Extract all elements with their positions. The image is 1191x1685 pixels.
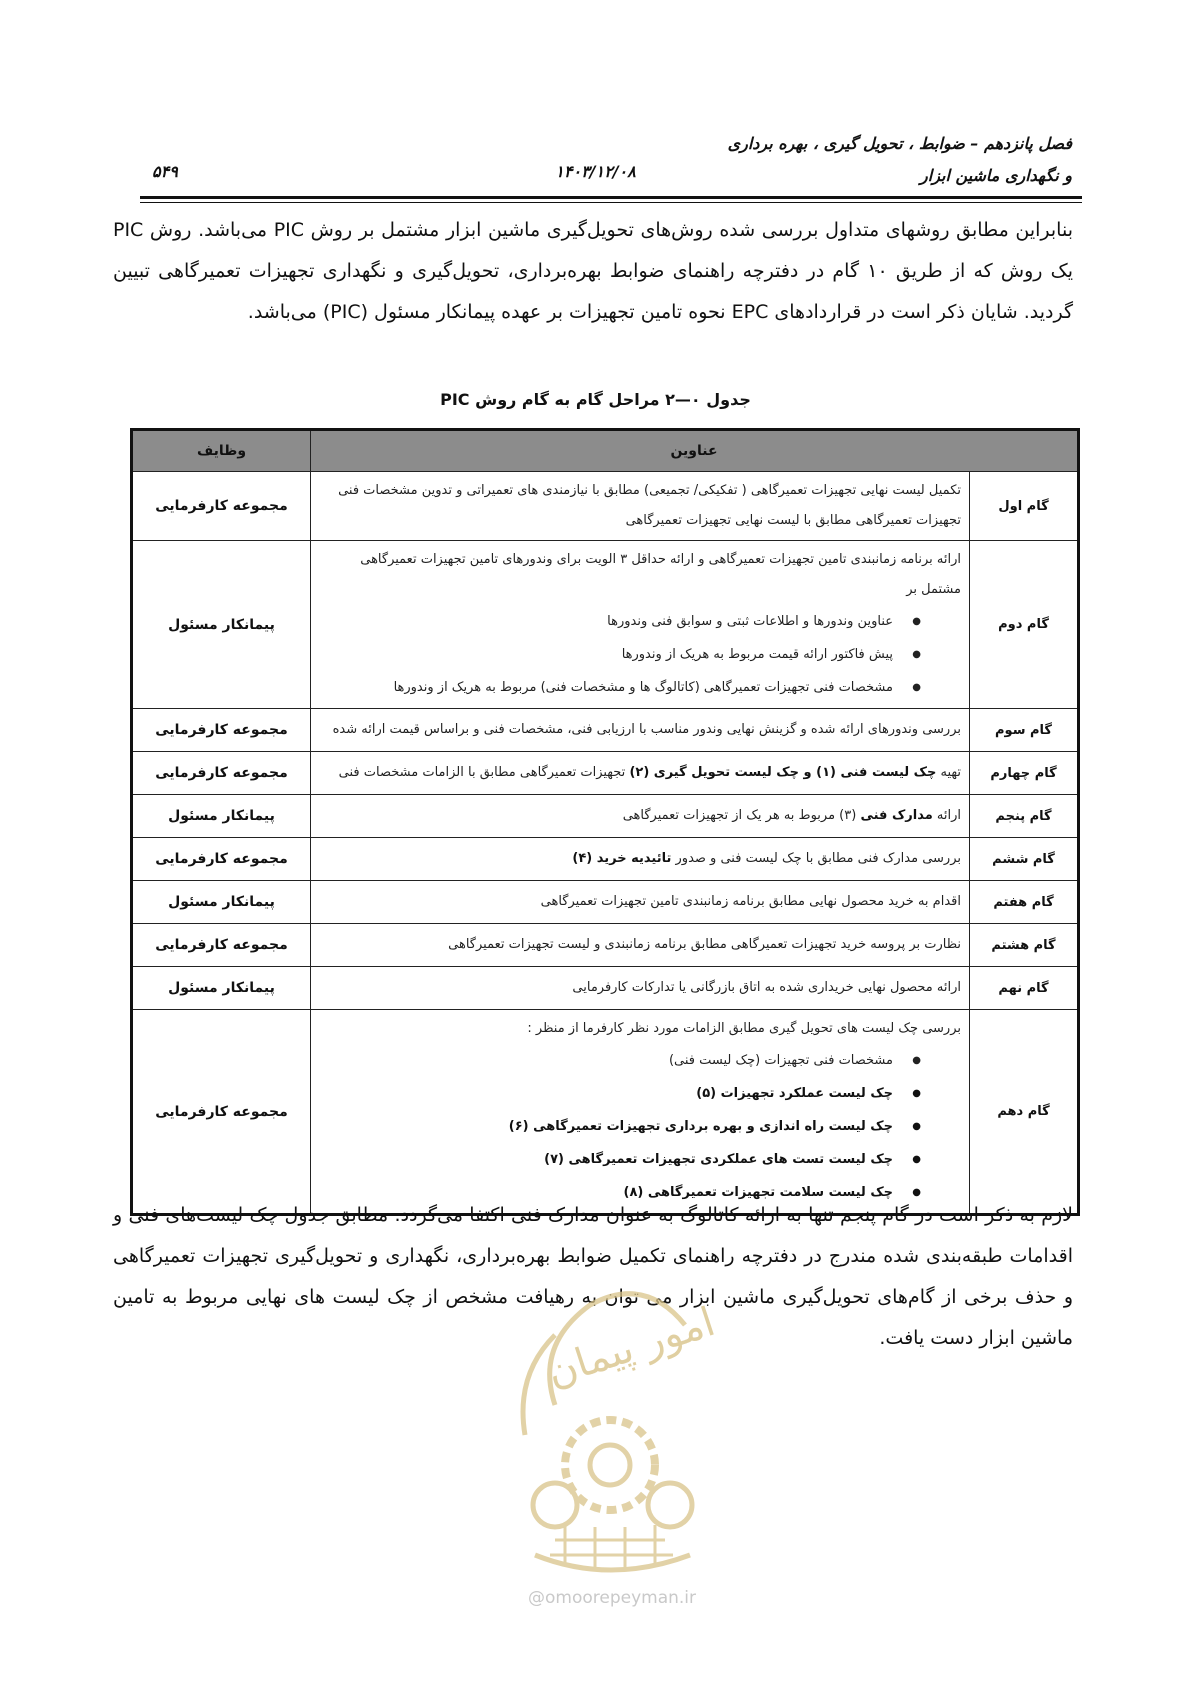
table-row xyxy=(132,1010,1079,1215)
role-cell: پیمانکار مسئول xyxy=(132,881,311,924)
desc-cell: تکمیل لیست نهایی تجهیزات تعمیرگاهی ( تفکیکی/ تجمیعی) مطابق با نیازمندی های تعمیراتی و تدوین مشخصات فنی تجهیزات تعمیرگاهی مطابق با لیست نهایی تجهیزات تعمیرگاهی xyxy=(311,472,970,541)
step-cell: گام نهم xyxy=(970,967,1079,1010)
watermark-url: @omoorepeyman.ir xyxy=(527,1588,697,1608)
role-cell: مجموعه کارفرمایی xyxy=(132,472,311,541)
closing-paragraph: لازم به ذکر است در گام پنجم تنها به ارائه کاتالوگ به عنوان مدارک فنی اکتفا می‌گردد. مطابق جدول چک لیست‌های فنی و اقدامات طبقه‌بندی شده مندرج در دفترچه راهنمای تکمیل ضوابط بهره‌برداری، نگهداری و تحویل‌گیری تجهیزات تعمیرگاهی و حذف برخی از گام‌های تحویل‌گیری ماشین ابزار می توان به رهیافت مشخص از چک لیست های نهایی مربوط به تامین ماشین ابزار دست یافت. xyxy=(113,1204,1073,1349)
chapter-title-line2: و نگهداری ماشین ابزار xyxy=(920,166,1072,185)
table-row xyxy=(132,472,1079,541)
table-row xyxy=(132,709,1079,752)
watermark-logo-text: امور پیمان xyxy=(541,1299,721,1397)
role-cell: مجموعه کارفرمایی xyxy=(132,924,311,967)
table-header-row xyxy=(132,430,1079,472)
table-row xyxy=(132,541,1079,709)
intro-paragraph: بنابراین مطابق روشهای متداول بررسی شده روش‌های تحویل‌گیری ماشین ابزار مشتمل بر روش PIC می‌باشد. روش PIC یک روش که از طریق ۱۰ گام در دفترچه راهنمای ضوابط بهره‌برداری، تحویل‌گیری و نگهداری تجهیزات تعمیرگاهی تبیین گردید. شایان ذکر است در قراردادهای EPC نحوه تامین تجهیزات بر عهده پیمانکار مسئول (PIC) می‌باشد. xyxy=(113,219,1073,323)
table-row xyxy=(132,752,1079,795)
role-cell: پیمانکار مسئول xyxy=(132,967,311,1010)
table-caption: جدول ۰—۲ مراحل گام به گام روش PIC xyxy=(440,390,751,409)
desc-cell: اقدام به خرید محصول نهایی مطابق برنامه زمانبندی تامین تجهیزات تعمیرگاهی xyxy=(311,881,970,924)
desc-text: ارائه xyxy=(932,808,961,823)
chapter-title-line1: فصل پانزدهم – ضوابط ، تحویل گیری ، بهره برداری xyxy=(727,134,1072,153)
desc-text: بررسی چک لیست های تحویل گیری مطابق الزامات مورد نظر کارفرما از منظر : xyxy=(527,1021,961,1036)
step-cell: گام چهارم xyxy=(970,752,1079,795)
table-row xyxy=(132,881,1079,924)
desc-cell xyxy=(311,838,970,881)
role-cell: مجموعه کارفرمایی xyxy=(132,838,311,881)
desc-bold: تائیدیه خرید (۴) xyxy=(572,851,672,866)
step-cell: گام دهم xyxy=(970,1010,1079,1215)
role-cell: مجموعه کارفرمایی xyxy=(132,709,311,752)
step-cell: گام اول xyxy=(970,472,1079,541)
pic-steps-table xyxy=(130,428,1080,1216)
desc-cell xyxy=(311,795,970,838)
step-cell: گام ششم xyxy=(970,838,1079,881)
list-item: ● چک لیست عملکرد تجهیزات (۵) xyxy=(319,1077,921,1110)
table-row xyxy=(132,967,1079,1010)
desc-text: بررسی مدارک فنی مطابق با چک لیست فنی و صدور xyxy=(671,851,961,866)
desc-text: تجهیزات تعمیرگاهی مطابق با الزامات مشخصات فنی xyxy=(338,765,630,780)
bullet-list xyxy=(319,605,961,704)
role-cell: مجموعه کارفرمایی xyxy=(132,752,311,795)
role-cell: پیمانکار مسئول xyxy=(132,541,311,709)
role-cell: مجموعه کارفرمایی xyxy=(132,1010,311,1215)
header-titles: عناوین xyxy=(311,430,1079,472)
desc-cell: بررسی وندورهای ارائه شده و گزینش نهایی وندور مناسب با ارزیابی فنی، مشخصات فنی و براساس قیمت ارائه شده xyxy=(311,709,970,752)
table-row xyxy=(132,924,1079,967)
desc-bold: چک لیست فنی (۱) و چک لیست تحویل گیری (۲) xyxy=(629,765,937,780)
watermark-logo xyxy=(495,1265,725,1585)
list-item: ● عناوین وندورها و اطلاعات ثبتی و سوابق فنی وندورها xyxy=(319,605,921,638)
step-cell: گام پنجم xyxy=(970,795,1079,838)
header-rule-thick xyxy=(140,196,1082,199)
desc-cell xyxy=(311,752,970,795)
desc-bold: مدارک فنی xyxy=(860,808,933,823)
step-cell: گام هفتم xyxy=(970,881,1079,924)
list-item: ● چک لیست تست های عملکردی تجهیزات تعمیرگاهی (۷) xyxy=(319,1143,921,1176)
step-cell: گام دوم xyxy=(970,541,1079,709)
desc-text: تهیه xyxy=(936,765,961,780)
desc-cell xyxy=(311,1010,970,1215)
desc-cell xyxy=(311,541,970,709)
desc-cell: نظارت بر پروسه خرید تجهیزات تعمیرگاهی مطابق برنامه زمانبندی و لیست تجهیزات تعمیرگاهی xyxy=(311,924,970,967)
page-number: ۵۴۹ xyxy=(152,162,178,181)
chapter-title xyxy=(728,128,1072,192)
bullet-list xyxy=(319,1044,961,1209)
header-rule-thin xyxy=(140,202,1082,203)
list-item: ● چک لیست راه اندازی و بهره برداری تجهیزات تعمیرگاهی (۶) xyxy=(319,1110,921,1143)
desc-cell: ارائه محصول نهایی خریداری شده به اتاق بازرگانی یا تدارکات کارفرمایی xyxy=(311,967,970,1010)
step-cell: گام هشتم xyxy=(970,924,1079,967)
list-item: ● مشخصات فنی تجهیزات (چک لیست فنی) xyxy=(319,1044,921,1077)
list-item: ● مشخصات فنی تجهیزات تعمیرگاهی (کاتالوگ ها و مشخصات فنی) مربوط به هریک از وندورها xyxy=(319,671,921,704)
list-item: ● پیش فاکتور ارائه قیمت مربوط به هریک از وندورها xyxy=(319,638,921,671)
desc-text: (۳) مربوط به هر یک از تجهیزات تعمیرگاهی xyxy=(622,808,861,823)
header-duties: وظایف xyxy=(132,430,311,472)
header-date: ۱۴۰۳/۱۲/۰۸ xyxy=(555,162,636,181)
desc-text: ارائه برنامه زمانبندی تامین تجهیزات تعمیرگاهی و ارائه حداقل ۳ الویت برای وندورهای تامین تجهیزات تعمیرگاهی مشتمل بر xyxy=(360,552,961,597)
role-cell: پیمانکار مسئول xyxy=(132,795,311,838)
step-cell: گام سوم xyxy=(970,709,1079,752)
table-row xyxy=(132,838,1079,881)
list-item: ● چک لیست سلامت تجهیزات تعمیرگاهی (۸) xyxy=(319,1176,921,1209)
table-row xyxy=(132,795,1079,838)
